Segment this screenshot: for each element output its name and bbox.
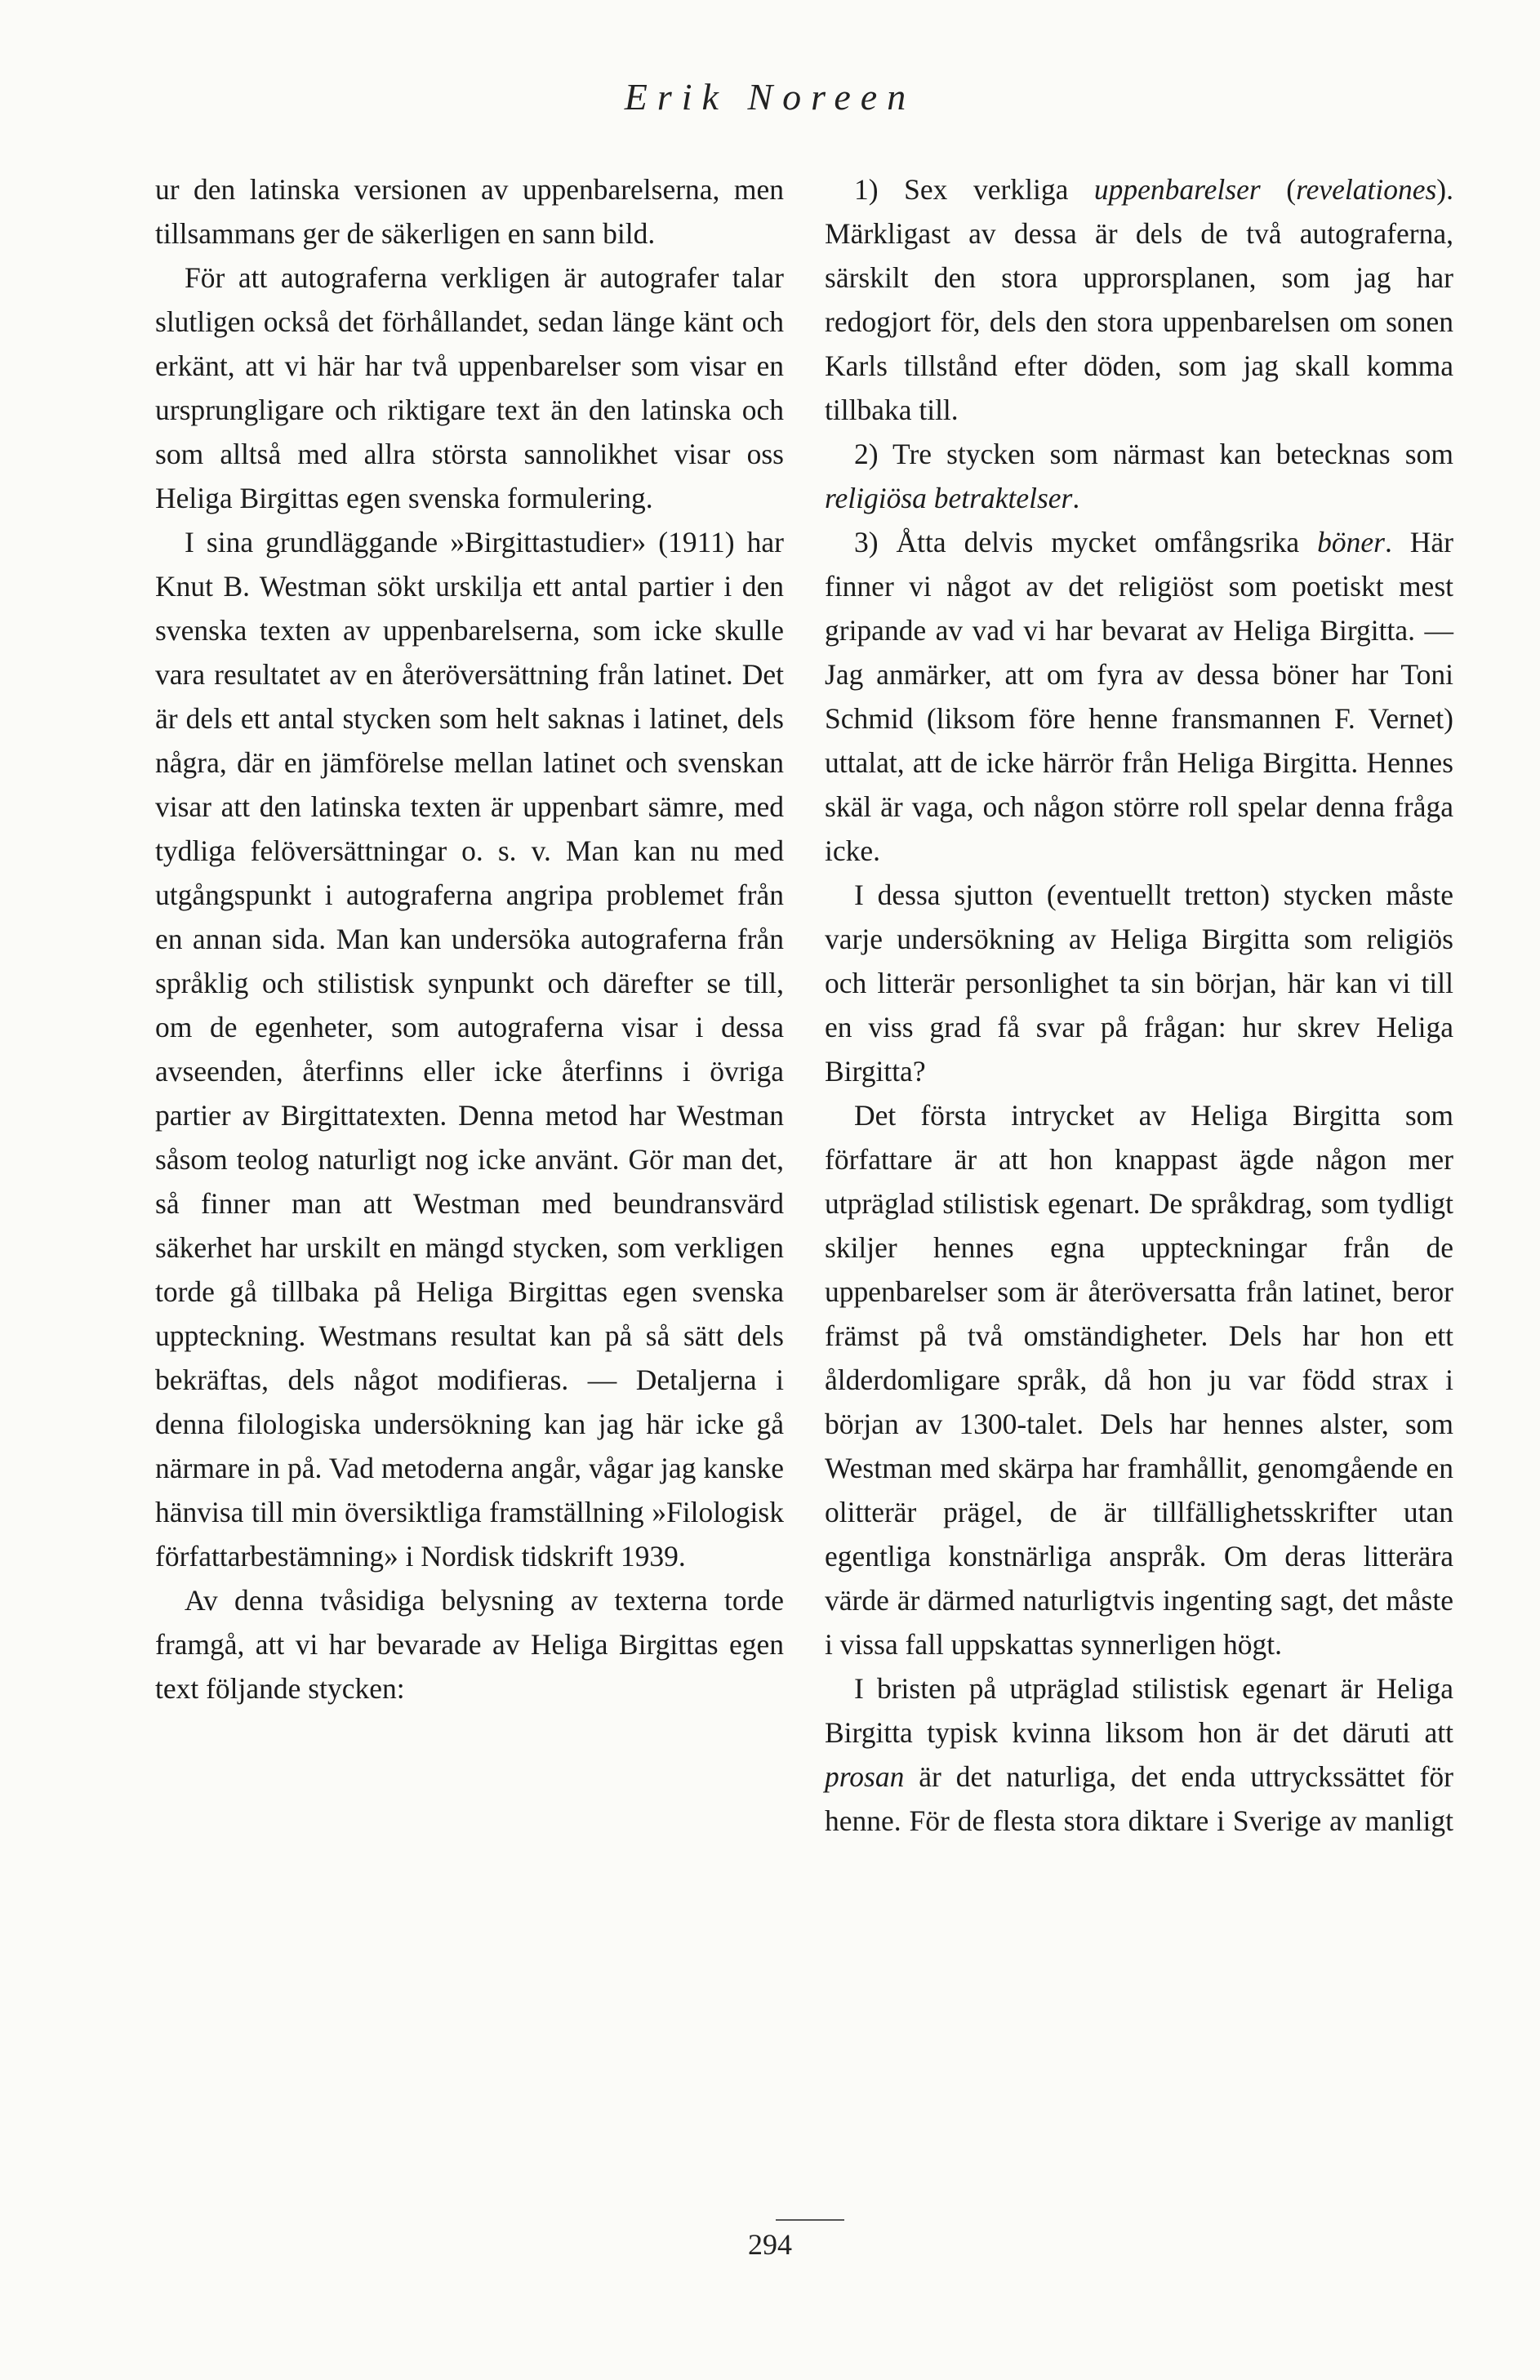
left-column (155, 167, 784, 1710)
paragraph-conclusion-intro: Av denna tvåsidiga belysning av texterna torde framgå, att vi har bevarade av Heliga Birgittas egen text följande stycken: (155, 1584, 784, 1705)
term-uppenbarelser: uppenbarelser (1093, 173, 1261, 206)
page-number: 294 (748, 2228, 792, 2261)
paragraph-westman: I sina grundläggande »Birgittastudier» (1911) har Knut B. Westman sökt urskilja ett antal partier i den svenska texten av uppenbarelserna, som icke skulle vara resultatet av en återöversättning från latinet. Det är dels ett antal stycken som helt saknas i latinet, dels några, där en jämförelse mellan latinet och svenskan visar att den latinska texten är uppenbart sämre, med tydliga felöversättningar o. s. v. Man kan nu med utgångspunkt i autograferna angripa problemet från en annan sida. Man kan undersöka autograferna från språklig och stilistisk synpunkt och därefter se till, om de egenheter, som autograferna visar i dessa avseenden, återfinns eller icke återfinns i övriga partier av Birgittatexten. Denna metod har Westman såsom teolog naturligt nog icke använt. Gör man det, så finner man att Westman med beundransvärd säkerhet har urskilt en mängd stycken, som verkligen torde gå tillbaka på Heliga Birgittas egen svenska uppteckning. Westmans resultat kan på så sätt dels bekräftas, dels något modifieras. — Detaljerna i denna filologiska undersökning kan jag här icke gå närmare in på. Vad metoderna angår, vågar jag kanske hänvisa till min översiktliga framställning »Filologisk författarbestämning» i Nordisk tidskrift 1939. (155, 526, 784, 1573)
term-revelationes: revelationes (1296, 173, 1437, 206)
paragraph-seventeen-pieces: I dessa sjutton (eventuellt tretton) stycken måste varje undersökning av Heliga Birgitta som religiös och litterär personlighet ta sin början, här kan vi till en viss grad få svar på frågan: hur skrev Heliga Birgitta? (825, 879, 1453, 1088)
term-boner: böner (1317, 526, 1385, 558)
term-prosan: prosan (825, 1760, 905, 1793)
paragraph-prose: I bristen på utpräglad stilistisk egenart är Heliga Birgitta typisk kvinna liksom hon är det däruti att prosan är det naturliga, det enda uttryckssättet för henne. För de flesta stora diktare i Sverige av manligt (825, 1672, 1453, 1837)
running-header-author: Erik Noreen (624, 76, 916, 118)
right-column (825, 167, 1453, 1843)
list-item-prayers: 3) Åtta delvis mycket omfångsrika böner. Här finner vi något av det religiöst som poetiskt mest gripande av vad vi har bevarat av Heliga Birgitta. — Jag anmärker, att om fyra av dessa böner har Toni Schmid (liksom före henne fransmannen F. Vernet) uttalat, att de icke härrör från Heliga Birgitta. Hennes skäl är vaga, och någon större roll spelar denna fråga icke. (825, 526, 1453, 867)
list-item-revelations: 1) Sex verkliga uppenbarelser (revelationes). Märkligast av dessa är dels de två autograferna, särskilt den stora upprorsplanen, som jag har redogjort för, dels den stora uppenbarelsen om sonen Karls tillstånd efter döden, som jag skall komma tillbaka till. (825, 173, 1453, 426)
paragraph-first-impression: Det första intrycket av Heliga Birgitta som författare är att hon knappast ägde någon mer utpräglad stilistisk egenart. De språkdrag, som tydligt skiljer hennes egna uppteckningar från de uppenbarelser som är återöversatta från latinet, beror främst på två omständigheter. Dels har hon ett ålderdomligare språk, då hon ju var född strax i början av 1300-talet. Dels har hennes alster, som Westman med skärpa har framhållit, genomgående en olitterär prägel, de är tillfällighetsskrifter utan egentliga konstnärliga anspråk. Om deras litterära värde är därmed naturligtvis ingenting sagt, det måste i vissa fall uppskattas synnerligen högt. (825, 1099, 1453, 1661)
paragraph-continuation: ur den latinska versionen av uppenbarelserna, men tillsammans ger de säkerligen en sann bild. (155, 173, 784, 250)
paragraph-autographs: För att autograferna verkligen är autografer talar slutligen också det förhållandet, sedan länge känt och erkänt, att vi här har två uppenbarelser som visar en ursprungligare och riktigare text än den latinska och som alltså med allra största sannolikhet visar oss Heliga Birgittas egen svenska formulering. (155, 261, 784, 514)
list-item-meditations: 2) Tre stycken som närmast kan betecknas som religiösa betraktelser. (825, 438, 1453, 514)
term-religiosa-betraktelser: religiösa betraktelser (825, 482, 1073, 514)
footer-rule (776, 2219, 844, 2221)
